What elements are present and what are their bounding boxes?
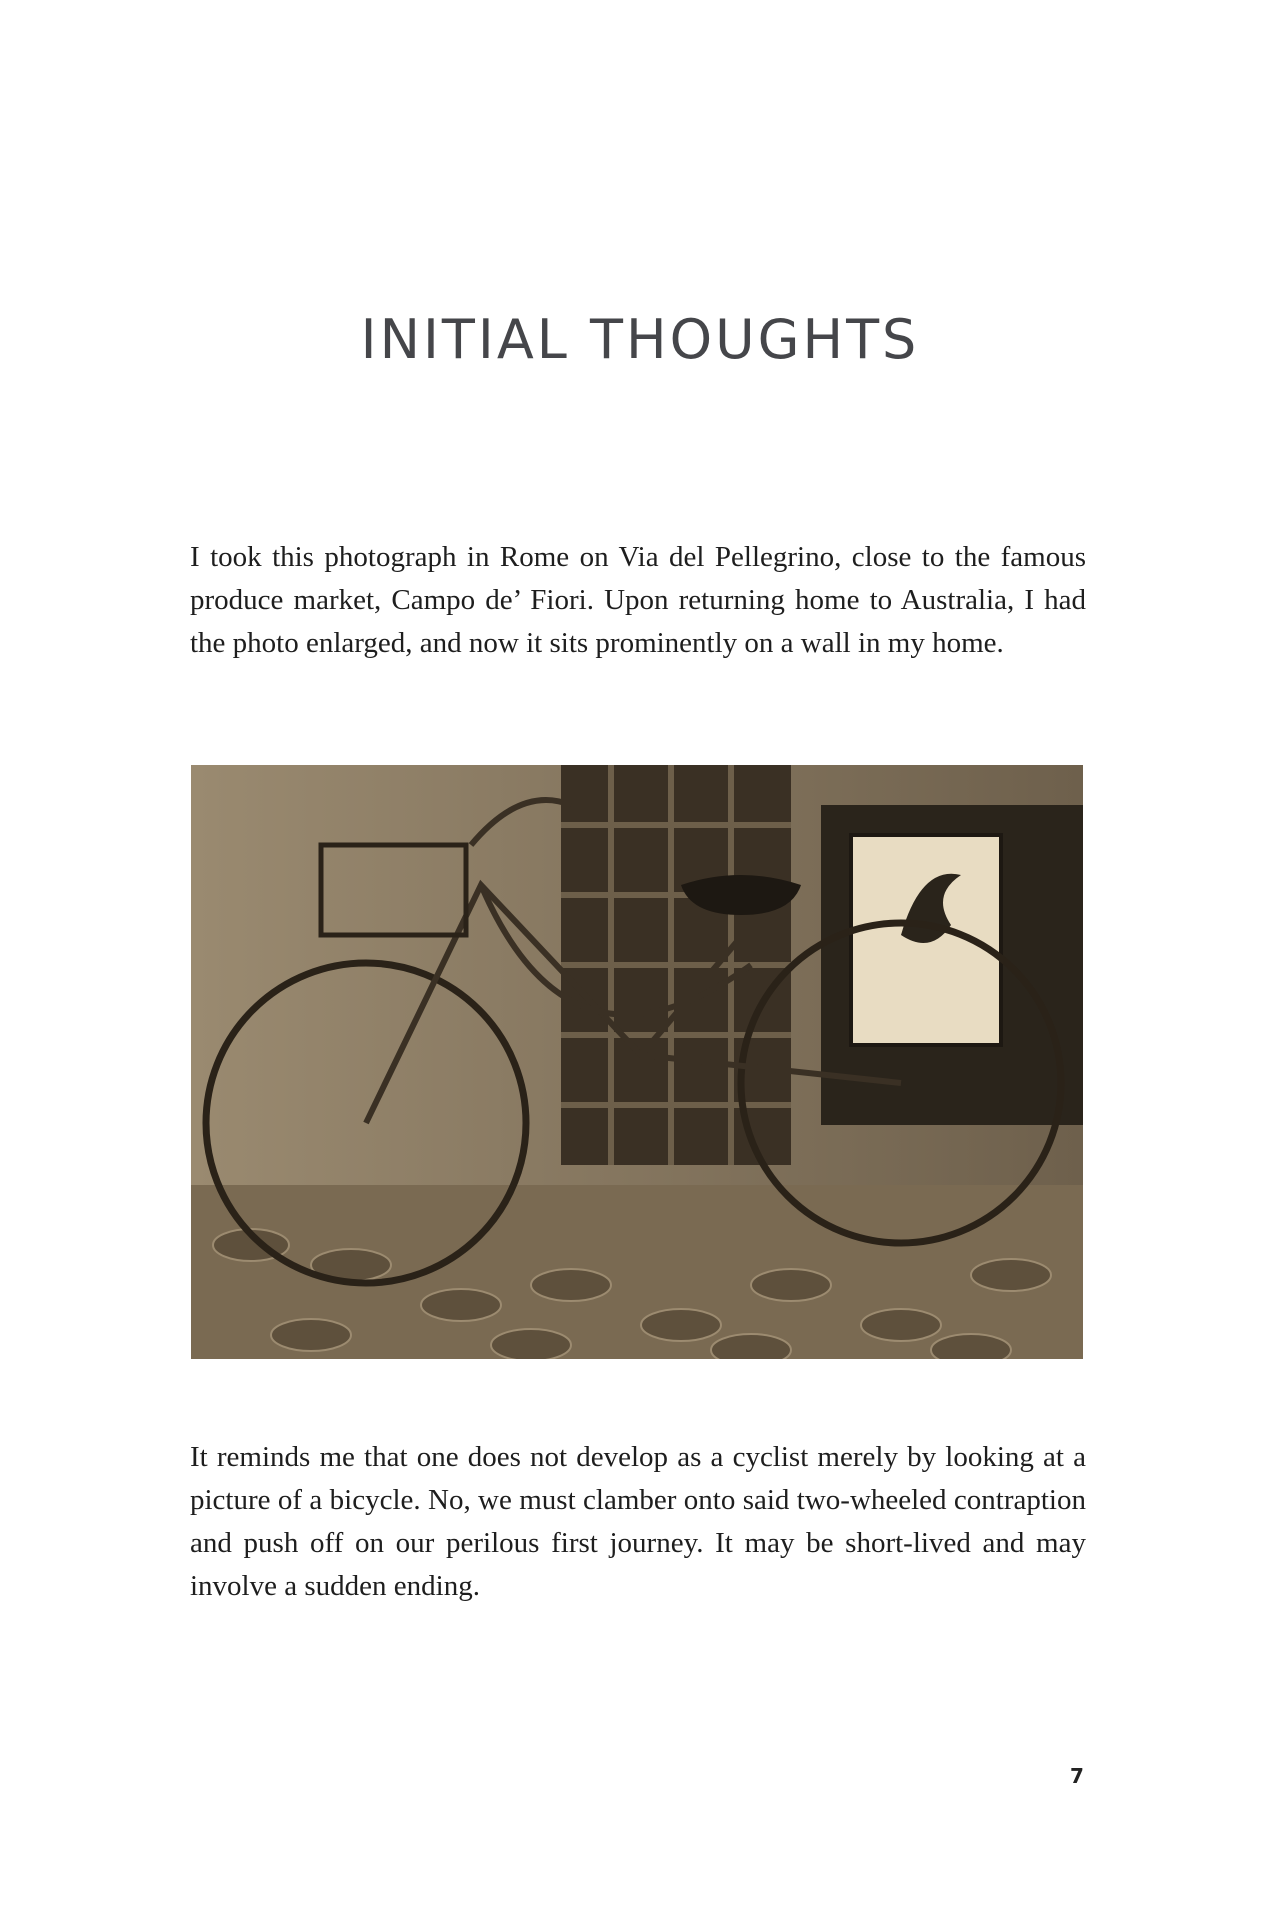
page-number: 7	[1070, 1764, 1084, 1788]
bicycle-photo-illustration	[191, 765, 1083, 1359]
chapter-title: INITIAL THOUGHTS	[360, 308, 920, 372]
body-paragraph: It reminds me that one does not develop as a cyclist merely by looking at a picture of a bicycle. No, we must clamber onto said two-wheeled contraption and push off on our perilous first journey. It may be short-lived and may involve a sudden ending.	[190, 1441, 1086, 1602]
bicycle-photo	[191, 765, 1083, 1359]
body-paragraph: I took this photograph in Rome on Via del Pellegrino, close to the famous produce market, Campo de’ Fiori. Upon returning home to Australia, I had the photo enlarged, and now it sits prominently on a wall in my home.	[190, 541, 1086, 659]
